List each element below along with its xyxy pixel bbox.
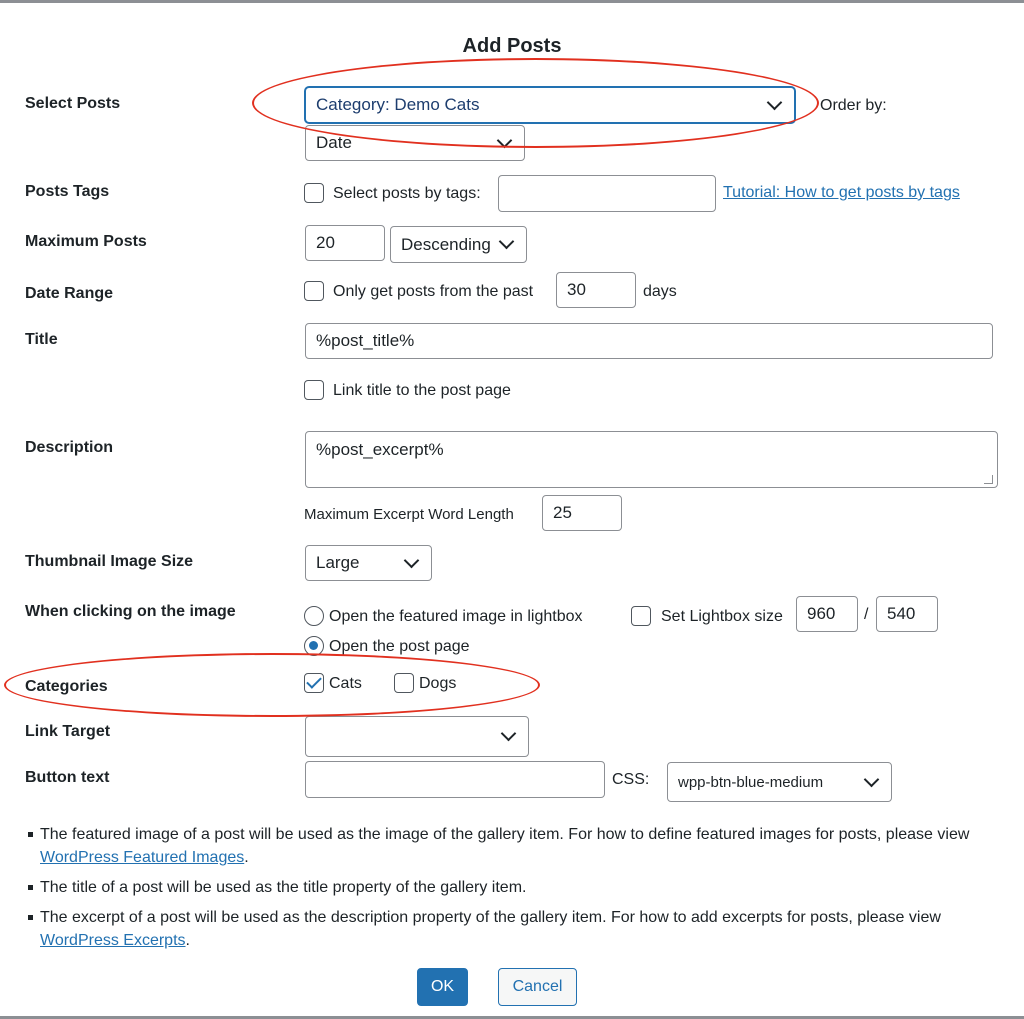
chevron-down-icon [497,132,513,148]
category-dogs-label: Dogs [419,675,457,692]
category-cats-checkbox[interactable] [304,673,324,693]
link-target-label: Link Target [25,723,111,740]
lightbox-height-input[interactable]: 540 [876,596,938,632]
window-top-border [0,0,1024,3]
thumbnail-size-label: Thumbnail Image Size [25,553,194,570]
post-page-radio[interactable] [304,636,324,656]
date-range-checkbox[interactable] [304,281,324,301]
cancel-button[interactable]: Cancel [498,968,577,1006]
days-input[interactable]: 30 [556,272,636,308]
link-target-dropdown[interactable] [305,716,529,757]
thumbnail-size-value: Large [316,553,360,572]
title-label: Title [25,331,58,348]
categories-label: Categories [25,678,108,695]
note-excerpt: The excerpt of a post will be used as the description property of the gallery item. For how to add excerpts for posts, please view WordPress Excerpts. [40,906,1018,952]
sort-order-value: Descending [401,234,491,254]
select-posts-dropdown[interactable] [305,87,795,123]
size-separator: / [864,606,869,623]
date-range-label: Date Range [25,285,114,302]
chevron-down-icon [864,771,880,787]
chevron-down-icon [404,552,420,568]
thumbnail-size-dropdown[interactable] [305,545,432,581]
description-textarea[interactable] [305,431,998,488]
featured-images-link[interactable]: WordPress Featured Images [40,849,245,866]
notes-list [28,823,1018,959]
dialog-title: Add Posts [462,35,562,57]
order-by-value: Date [316,133,352,152]
sort-order-dropdown[interactable] [390,226,527,263]
css-label: CSS: [612,771,650,788]
button-text-input[interactable] [305,761,605,798]
tags-checkbox-label: Select posts by tags: [333,185,481,202]
lightbox-width-input[interactable]: 960 [796,596,858,632]
description-value: %post_excerpt% [316,440,444,459]
category-cats-label: Cats [329,675,362,692]
lightbox-size-checkbox[interactable] [631,606,651,626]
note-featured-image: The featured image of a post will be used as the image of the gallery item. For how to define featured images for posts, please view WordPress Featured Images. [40,823,1018,869]
date-range-checkbox-label: Only get posts from the past [333,283,534,300]
ok-button[interactable]: OK [417,968,468,1006]
title-input[interactable]: %post_title% [305,323,993,359]
css-class-value: wpp-btn-blue-medium [678,773,824,791]
days-unit-label: days [643,283,677,300]
tutorial-tags-link[interactable]: Tutorial: How to get posts by tags [723,184,960,201]
chevron-down-icon [767,94,783,110]
excerpts-link[interactable]: WordPress Excerpts [40,932,186,949]
maximum-posts-input[interactable]: 20 [305,225,385,261]
resize-handle-icon[interactable] [984,475,993,484]
order-by-label: Order by: [820,97,887,114]
tags-input[interactable] [498,175,716,212]
link-title-checkbox[interactable] [304,380,324,400]
description-label: Description [25,439,114,456]
lightbox-size-label: Set Lightbox size [661,608,783,625]
order-by-dropdown[interactable] [305,125,525,161]
category-dogs-checkbox[interactable] [394,673,414,693]
lightbox-radio[interactable] [304,606,324,626]
post-page-radio-label: Open the post page [329,638,470,655]
chevron-down-icon [499,234,515,250]
excerpt-length-input[interactable]: 25 [542,495,622,531]
chevron-down-icon [501,726,517,742]
click-image-label: When clicking on the image [25,603,236,620]
select-posts-label: Select Posts [25,95,121,112]
button-text-label: Button text [25,769,110,786]
link-title-checkbox-label: Link title to the post page [333,382,511,399]
tags-checkbox[interactable] [304,183,324,203]
maximum-posts-label: Maximum Posts [25,233,147,250]
note-title: The title of a post will be used as the title property of the gallery item. [40,876,1018,899]
posts-tags-label: Posts Tags [25,183,110,200]
excerpt-length-label: Maximum Excerpt Word Length [304,506,514,523]
lightbox-radio-label: Open the featured image in lightbox [329,608,583,625]
css-class-dropdown[interactable] [667,762,892,802]
select-posts-value: Category: Demo Cats [316,95,480,114]
